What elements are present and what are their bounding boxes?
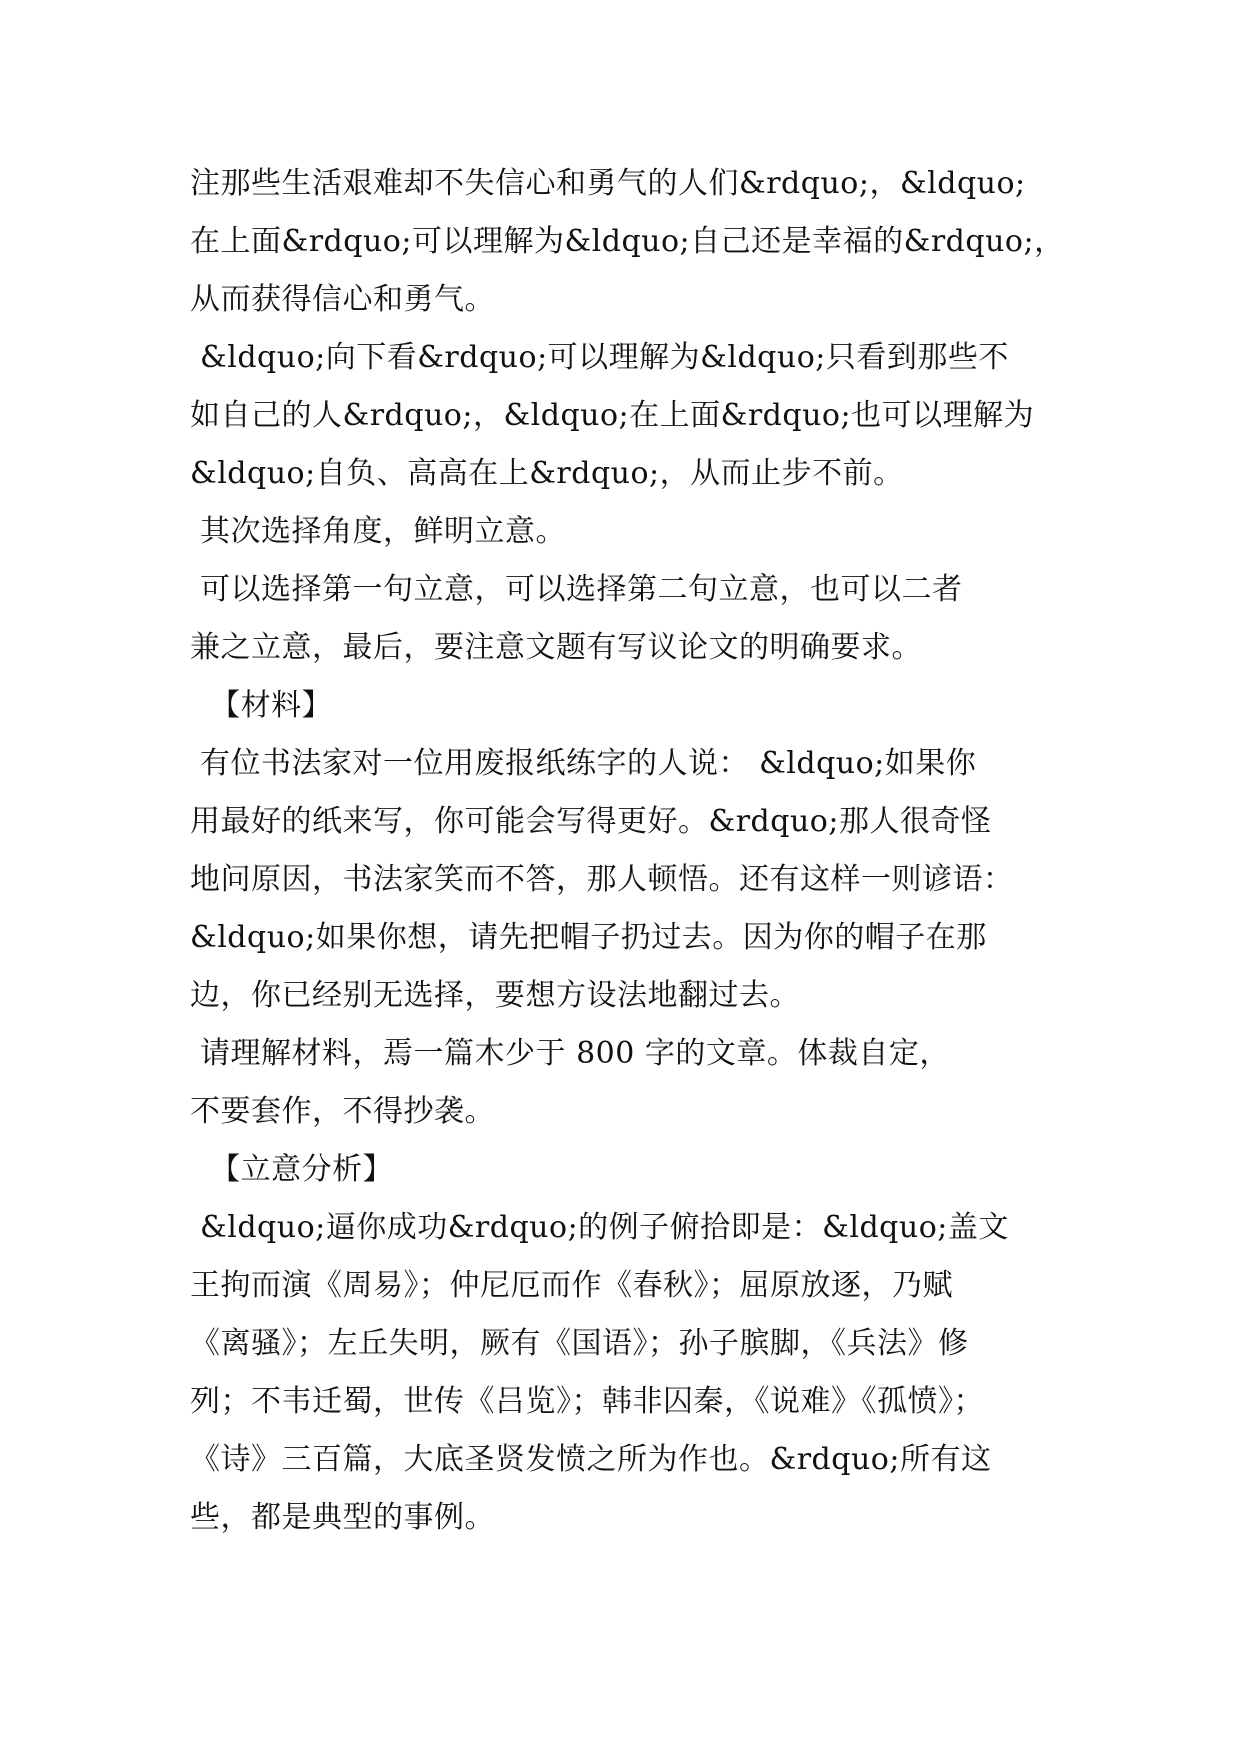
text-line: 请理解材料，焉一篇木少于 800 字的文章。体裁自定， [190, 1036, 950, 1071]
text-line: 边，你已经别无选择，要想方设法地翻过去。 [190, 978, 800, 1013]
text-line: 地问原因，书法家笑而不答，那人顿悟。还有这样一则谚语： [190, 862, 1014, 897]
text-line: 其次选择角度，鲜明立意。 [190, 514, 567, 549]
text-line: 从而获得信心和勇气。 [190, 282, 495, 317]
text-line: 不要套作，不得抄袭。 [190, 1094, 495, 1129]
section-heading-analysis: 【立意分析】 [190, 1152, 394, 1187]
text-line: 有位书法家对一位用废报纸练字的人说： &ldquo;如果你 [190, 746, 977, 781]
text-line: 可以选择第一句立意，可以选择第二句立意，也可以二者 [190, 572, 963, 607]
text-line: 如自己的人&rdquo;，&ldquo;在上面&rdquo;也可以理解为 [190, 398, 1035, 433]
text-line: 《离骚》；左丘失明，厥有《国语》；孙子膑脚，《兵法》修 [190, 1326, 969, 1361]
text-line: 注那些生活艰难却不失信心和勇气的人们&rdquo;，&ldquo; [190, 166, 1026, 201]
text-line: 些，都是典型的事例。 [190, 1500, 495, 1535]
document-page [190, 155, 1065, 1547]
text-line: 《诗》三百篇，大底圣贤发愤之所为作也。&rdquo;所有这 [190, 1442, 992, 1477]
text-line: 列；不韦迁蜀，世传《吕览》；韩非囚秦，《说难》《孤愤》； [190, 1384, 984, 1419]
text-line: &ldquo;如果你想，请先把帽子扔过去。因为你的帽子在那 [190, 920, 987, 955]
text-line: 王拘而演《周易》；仲尼厄而作《春秋》；屈原放逐，乃赋 [190, 1268, 953, 1303]
text-line: 在上面&rdquo;可以理解为&ldquo;自己还是幸福的&rdquo;， [190, 224, 1065, 259]
text-line: &ldquo;向下看&rdquo;可以理解为&ldquo;只看到那些不 [190, 340, 1009, 375]
text-line: 兼之立意，最后，要注意文题有写议论文的明确要求。 [190, 630, 922, 665]
text-line: &ldquo;自负、高高在上&rdquo;，从而止步不前。 [190, 456, 904, 491]
text-line: 用最好的纸来写，你可能会写得更好。&rdquo;那人很奇怪 [190, 804, 992, 839]
text-line: &ldquo;逼你成功&rdquo;的例子俯拾即是：&ldquo;盖文 [190, 1210, 1009, 1245]
section-heading-material: 【材料】 [190, 688, 333, 723]
